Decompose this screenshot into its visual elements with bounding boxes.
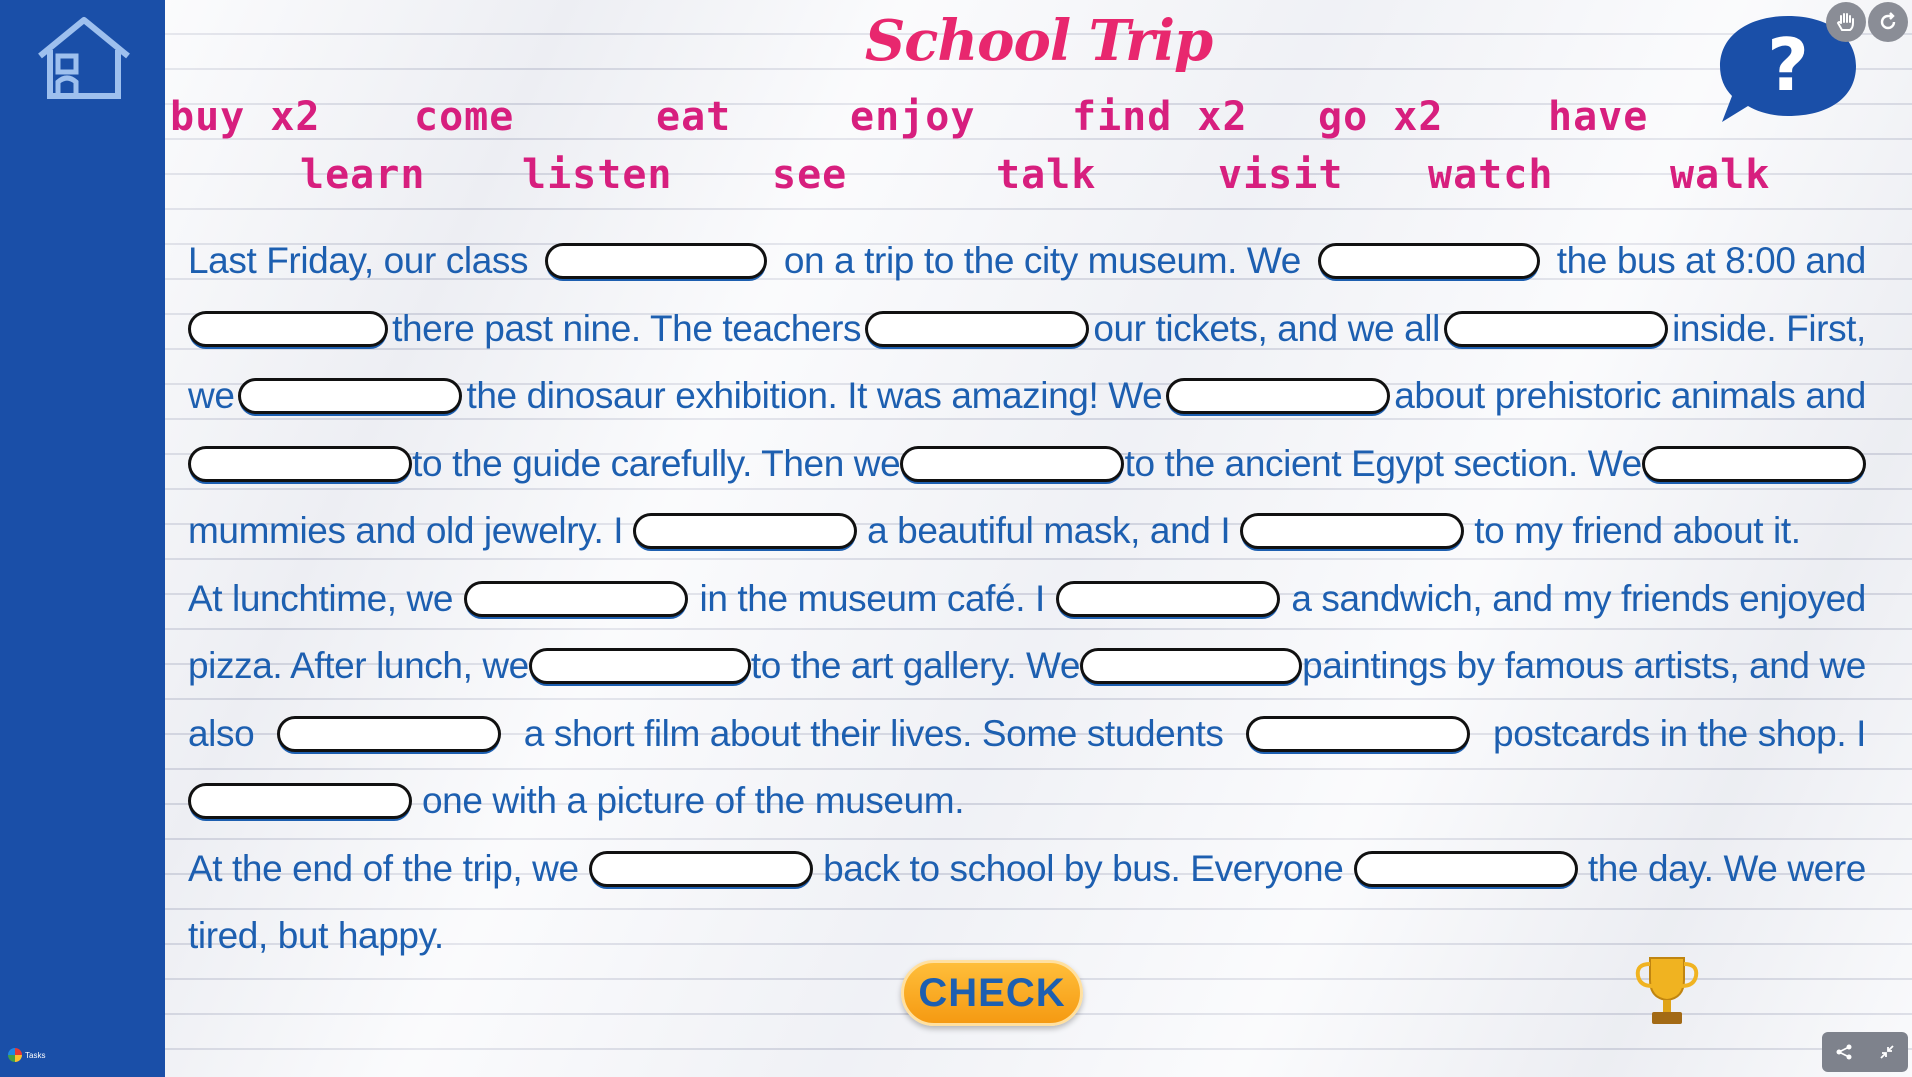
collapse-icon[interactable] [1872, 1037, 1902, 1067]
share-icon[interactable] [1829, 1037, 1859, 1067]
blank-input[interactable] [188, 311, 388, 347]
passage-line: pizza. After lunch, we to the art gallery. We paintings by famous artists, and we [188, 645, 1866, 686]
word-chip-eat[interactable]: eat [656, 94, 732, 140]
passage-line: Last Friday, our class on a trip to the city museum. We the bus at 8:00 and [188, 240, 1866, 281]
corner-toolbar [1822, 1032, 1908, 1072]
blank-input[interactable] [545, 243, 767, 279]
passage-line: we the dinosaur exhibition. It was amazing! We about prehistoric animals and [188, 375, 1866, 416]
brand-logo [8, 1048, 45, 1062]
word-chip-find[interactable]: find x2 [1072, 94, 1248, 140]
blank-input[interactable] [1444, 311, 1668, 347]
blank-input[interactable] [865, 311, 1089, 347]
passage-line: At the end of the trip, we back to school by bus. Everyone the day. We were [188, 848, 1866, 889]
trophy-icon [1632, 952, 1702, 1028]
blank-input[interactable] [589, 851, 813, 887]
svg-text:?: ? [1767, 23, 1809, 107]
word-chip-talk[interactable]: talk [996, 152, 1097, 198]
word-chip-watch[interactable]: watch [1428, 152, 1554, 198]
blank-input[interactable] [1318, 243, 1540, 279]
passage-line: there past nine. The teachers our tickets, and we all inside. First, [188, 304, 1866, 354]
blank-input[interactable] [238, 378, 462, 414]
refresh-icon[interactable] [1868, 2, 1908, 42]
blank-input[interactable] [188, 446, 412, 482]
hand-icon[interactable] [1826, 2, 1866, 42]
blank-input[interactable] [1056, 581, 1280, 617]
blank-input[interactable] [1642, 446, 1866, 482]
word-chip-listen[interactable]: listen [522, 152, 673, 198]
blank-input[interactable] [1246, 716, 1470, 752]
sidebar [0, 0, 165, 1077]
brand-icon [8, 1048, 22, 1062]
passage-line: mummies and old jewelry. I a beautiful mask, and I to my friend about it. [188, 510, 1801, 551]
home-icon[interactable] [34, 16, 134, 100]
blank-input[interactable] [188, 783, 412, 819]
word-chip-enjoy[interactable]: enjoy [850, 94, 976, 140]
word-chip-have[interactable]: have [1548, 94, 1649, 140]
word-chip-go[interactable]: go x2 [1318, 94, 1444, 140]
passage-line: to the guide carefully. Then we to the ancient Egypt section. We [188, 439, 1866, 489]
word-chip-visit[interactable]: visit [1218, 152, 1344, 198]
word-chip-walk[interactable]: walk [1670, 152, 1771, 198]
blank-input[interactable] [277, 716, 501, 752]
page-title: School Trip [864, 8, 1213, 74]
blank-input[interactable] [1080, 648, 1302, 684]
blank-input[interactable] [1240, 513, 1464, 549]
blank-input[interactable] [529, 648, 751, 684]
check-button[interactable]: CHECK [901, 960, 1083, 1026]
blank-input[interactable] [464, 581, 688, 617]
word-chip-see[interactable]: see [772, 152, 848, 198]
passage-line: also a short film about their lives. Some students postcards in the shop. I [188, 713, 1866, 754]
blank-input[interactable] [900, 446, 1124, 482]
word-chip-buy[interactable]: buy x2 [170, 94, 321, 140]
passage-line: one with a picture of the museum. [188, 776, 1866, 826]
blank-input[interactable] [1166, 378, 1390, 414]
passage-line: At lunchtime, we in the museum café. I a sandwich, and my friends enjoyed [188, 578, 1866, 619]
blank-input[interactable] [633, 513, 857, 549]
word-chip-learn[interactable]: learn [300, 152, 426, 198]
blank-input[interactable] [1354, 851, 1578, 887]
word-chip-come[interactable]: come [414, 94, 515, 140]
passage-line: tired, but happy. [188, 915, 444, 956]
brand-text: Tasks [25, 1050, 46, 1060]
